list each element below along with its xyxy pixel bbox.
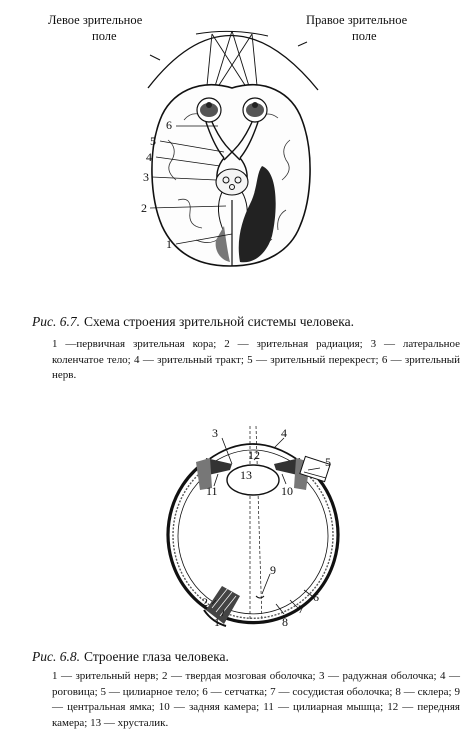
eye-label-6: 6: [313, 590, 319, 604]
eye-label-5: 5: [325, 455, 331, 469]
eye-structure-figure: [0, 418, 476, 638]
eye-label-7: 7: [298, 602, 304, 616]
label-4: 4: [146, 150, 152, 164]
figure2-legend: 1 — зрительный нерв; 2 — твердая мозговая оболочка; 3 — радужная оболочка; 4 — роговица; 5 — цилиарное тело; 6 — сетчатка; 7 — сосудистая оболочка; 8 — склера; 9 — центральная ямка; 10 — задняя камера; 11 — цилиарная мышца; 12 — передняя камера; 13 — хрусталик.: [52, 670, 460, 729]
right-field-label-line1: Правое зрительное: [306, 13, 408, 27]
left-eyeball: [197, 98, 221, 122]
left-field-label-line2: поле: [92, 29, 117, 43]
field-tick-right: [298, 42, 307, 46]
figure2-number: Рис. 6.8.: [32, 649, 80, 664]
eye-label-12: 12: [248, 448, 260, 462]
label-2: 2: [141, 201, 147, 215]
fovea: [256, 596, 264, 598]
right-eyeball: [243, 98, 267, 122]
figure1-caption: [32, 314, 354, 330]
left-field-label-line1: Левое зрительное: [48, 13, 143, 27]
eye-label-11: 11: [206, 484, 218, 498]
eye-label-13: 13: [240, 468, 252, 482]
field-tick-left: [150, 55, 160, 60]
figure1-number: Рис. 6.7.: [32, 314, 80, 329]
eye-label-2: 2: [202, 595, 208, 609]
visual-system-figure: [0, 0, 476, 290]
figure1-title: Схема строения зрительной системы человека.: [84, 314, 355, 329]
label-1: 1: [166, 237, 172, 251]
lateral-geniculate-area: [216, 169, 248, 195]
right-field-label-line2: поле: [352, 29, 377, 43]
label-3: 3: [143, 170, 149, 184]
figure2-title: Строение глаза человека.: [84, 649, 229, 664]
eye-label-10: 10: [281, 484, 293, 498]
label-5: 5: [150, 134, 156, 148]
eye-label-4: 4: [281, 426, 287, 440]
lens: [227, 465, 279, 495]
label-6: 6: [166, 118, 172, 132]
eye-label-9: 9: [270, 563, 276, 577]
eye-label-1: 1: [214, 615, 220, 629]
figure2-caption: [32, 649, 229, 665]
figure1-legend: 1 —первичная зрительная кора; 2 — зрительная радиация; 3 — латеральное коленчатое тело; 4 — зрительный тракт; 5 — зрительный перекрест; 6 — зрительный нерв.: [52, 338, 460, 381]
eye-label-8: 8: [282, 615, 288, 629]
eye-label-3: 3: [212, 426, 218, 440]
